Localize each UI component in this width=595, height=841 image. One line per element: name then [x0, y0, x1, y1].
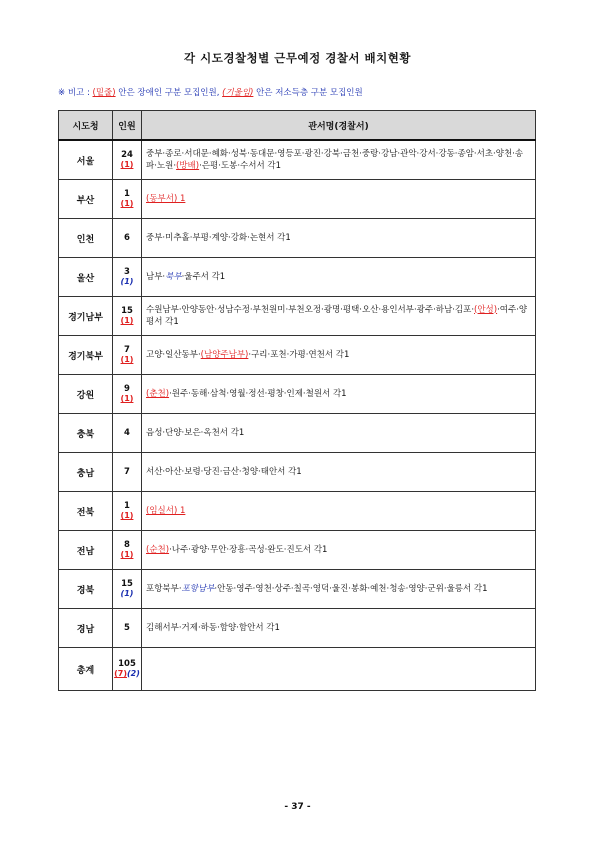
- deployment-table: [58, 110, 536, 691]
- page-title: 각 시도경찰청별 근무예정 경찰서 배치현황: [184, 51, 411, 65]
- office-segment: ·은평·도봉·수서서 각1: [199, 161, 282, 171]
- count-value: 7: [124, 345, 130, 355]
- total-row: [59, 648, 536, 691]
- region-cell: 전북: [59, 492, 113, 531]
- region-cell: 경북: [59, 570, 113, 609]
- offices-cell: [142, 570, 536, 609]
- office-segment: (임실서) 1: [146, 505, 186, 516]
- note-low-income-text: 안은 저소득층 구분 모집인원: [253, 88, 363, 98]
- count-value: 15: [121, 579, 133, 589]
- count-cell: [113, 258, 142, 297]
- office-segment: (남양주남부): [200, 349, 249, 360]
- office-segment: ·원주·동해·삼척·영월·정선·평창·인제·철원서 각1: [169, 388, 347, 399]
- count-cell: [113, 609, 142, 648]
- region-cell: 부산: [59, 180, 113, 219]
- table-row: [59, 609, 536, 648]
- offices-cell: [142, 492, 536, 531]
- count-sub: (1): [120, 277, 134, 286]
- region-cell: 경남: [59, 609, 113, 648]
- count-value: 24: [121, 150, 133, 160]
- count-cell: [113, 180, 142, 219]
- count-sub: (1): [120, 394, 134, 403]
- count-value: 4: [124, 428, 130, 438]
- count-cell: [113, 453, 142, 492]
- count-value: 7: [124, 467, 130, 477]
- count-value: 1: [124, 189, 130, 199]
- office-segment: ·여주·양평서 각1: [146, 304, 528, 327]
- office-segment: 중부·미추홀·부평·계양·강화·논현서 각1: [146, 232, 291, 243]
- count-sub: (1): [120, 589, 134, 598]
- offices-cell: [142, 609, 536, 648]
- offices-cell: [142, 531, 536, 570]
- note-prefix: ※ 비고 :: [58, 88, 93, 98]
- table-row: [59, 140, 536, 180]
- total-sub-low-income: (2): [127, 669, 140, 678]
- office-segment: (방배): [176, 161, 200, 171]
- region-cell: 경기북부: [59, 336, 113, 375]
- offices-cell: [142, 297, 536, 336]
- office-segment: 김해서부·거제·하동·함양·함안서 각1: [146, 622, 280, 633]
- count-cell: [113, 336, 142, 375]
- count-sub: (1): [120, 160, 134, 169]
- office-segment: 포항북부·: [146, 583, 182, 594]
- offices-cell: [142, 180, 536, 219]
- offices-cell: [142, 453, 536, 492]
- note-disabled-tag: (밑줄): [92, 88, 116, 98]
- office-segment: 남부·: [146, 271, 166, 282]
- region-cell: 충북: [59, 414, 113, 453]
- office-segment: ·울주서 각1: [181, 271, 226, 282]
- table-header-row: [59, 111, 536, 141]
- table-row: [59, 414, 536, 453]
- table-row: [59, 180, 536, 219]
- table-row: [59, 492, 536, 531]
- office-segment: (춘천): [146, 388, 170, 399]
- table-row: [59, 336, 536, 375]
- office-segment: 고양·일산동부·: [146, 349, 201, 360]
- header-offices: 관서명(경찰서): [142, 111, 536, 141]
- total-label: 총계: [59, 648, 113, 691]
- office-segment: 수원남부·안양동안·성남수정·부천원미·부천오정·광명·평택·오산·용인서부·광주·하남·김포·: [146, 304, 475, 315]
- office-segment: (안성): [474, 304, 498, 315]
- count-value: 8: [124, 540, 130, 550]
- region-cell: 인천: [59, 219, 113, 258]
- region-cell: 충남: [59, 453, 113, 492]
- header-region: 시도청: [59, 111, 113, 141]
- count-sub: (1): [120, 199, 134, 208]
- page-number: - 37 -: [284, 802, 311, 812]
- total-count: 105: [118, 659, 136, 669]
- count-cell: [113, 219, 142, 258]
- office-segment: 중부·종로·서대문·혜화·성북·동대문·영등포·광진·강북·금천·중랑·강남·관악·강서·강동·종암·서초·양천·송파·노원·: [146, 148, 524, 171]
- count-sub: (1): [120, 355, 134, 364]
- note-disabled-text: 안은 장애인 구분 모집인원,: [115, 88, 223, 98]
- offices-cell: [142, 219, 536, 258]
- total-offices-cell: [142, 648, 536, 691]
- office-segment: (동부서) 1: [146, 193, 186, 204]
- count-cell: [113, 414, 142, 453]
- region-cell: 울산: [59, 258, 113, 297]
- count-value: 3: [124, 267, 130, 277]
- office-segment: 북부: [165, 271, 182, 282]
- office-segment: 포항남부: [181, 583, 215, 594]
- count-cell: [113, 375, 142, 414]
- table-body: [59, 140, 536, 691]
- count-cell: [113, 531, 142, 570]
- count-cell: [113, 140, 142, 180]
- count-value: 6: [124, 233, 130, 243]
- offices-cell: [142, 336, 536, 375]
- count-value: 9: [124, 384, 130, 394]
- table-row: [59, 531, 536, 570]
- office-segment: ·구리·포천·가평·연천서 각1: [248, 349, 350, 360]
- count-cell: [113, 570, 142, 609]
- region-cell: 서울: [59, 140, 113, 180]
- table-row: [59, 258, 536, 297]
- total-sub-disabled: (7): [114, 669, 127, 678]
- table-row: [59, 570, 536, 609]
- region-cell: 강원: [59, 375, 113, 414]
- region-cell: 전남: [59, 531, 113, 570]
- count-value: 5: [124, 623, 130, 633]
- offices-cell: [142, 258, 536, 297]
- note-low-income-tag: (기울임): [222, 88, 254, 98]
- office-segment: (순천): [146, 544, 170, 555]
- legend-note: [58, 86, 363, 98]
- offices-cell: [142, 140, 536, 180]
- header-count: 인원: [113, 111, 142, 141]
- count-sub: (1): [120, 511, 134, 520]
- table-row: [59, 297, 536, 336]
- table-row: [59, 375, 536, 414]
- count-value: 1: [124, 501, 130, 511]
- total-count-cell: [113, 648, 142, 691]
- count-value: 15: [121, 306, 133, 316]
- table-row: [59, 219, 536, 258]
- offices-cell: [142, 375, 536, 414]
- count-cell: [113, 297, 142, 336]
- count-sub: (1): [120, 550, 134, 559]
- table-row: [59, 453, 536, 492]
- office-segment: 음성·단양·보은·옥천서 각1: [146, 427, 245, 438]
- count-sub: (1): [120, 316, 134, 325]
- count-cell: [113, 492, 142, 531]
- region-cell: 경기남부: [59, 297, 113, 336]
- office-segment: 서산·아산·보령·당진·금산·청양·태안서 각1: [146, 466, 302, 477]
- total-sub: [114, 669, 140, 679]
- offices-cell: [142, 414, 536, 453]
- office-segment: ·나주·광양·무안·장흥·곡성·완도·진도서 각1: [169, 544, 328, 555]
- office-segment: ·안동·영주·영천·상주·칠곡·영덕·울진·봉화·예천·청송·영양·군위·울릉서 각1: [214, 583, 488, 594]
